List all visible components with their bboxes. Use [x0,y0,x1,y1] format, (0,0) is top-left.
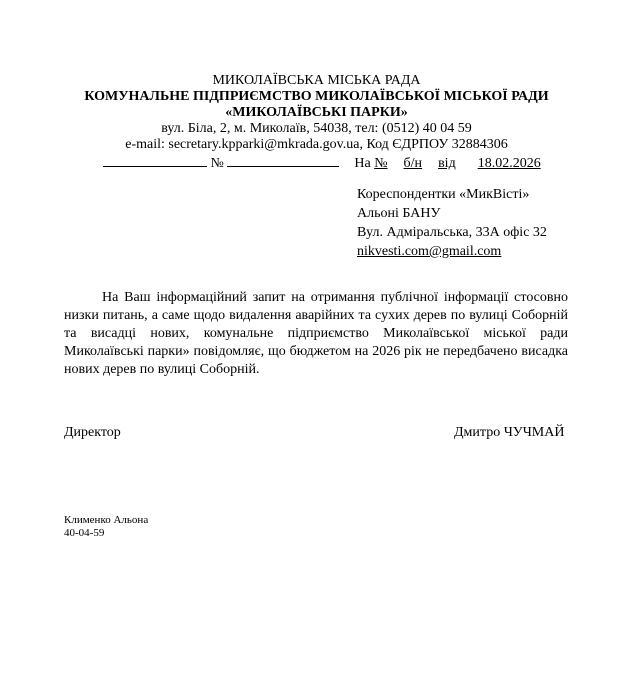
number-sign: № [210,156,224,171]
recipient-line-3: Вул. Адміральська, 33А офіс 32 [357,225,547,240]
body-paragraph [64,289,568,379]
reply-number-sign: № [374,156,388,171]
from-word: від [438,156,456,171]
address-line: вул. Біла, 2, м. Миколаїв, 54038, тел: (0512) 40 04 59 [161,121,472,136]
contacts-line: e-mail: secretary.kpparki@mkrada.gov.ua, Код ЄДРПОУ 32884306 [125,137,508,152]
enterprise-name: «МИКОЛАЇВСЬКІ ПАРКИ» [225,105,408,120]
reply-number: б/н [403,156,423,171]
reply-to-label: На [354,156,371,171]
recipient-line-1: Кореспондентки «МикВісті» [357,187,530,202]
enterprise-title: КОМУНАЛЬНЕ ПІДПРИЄМСТВО МИКОЛАЇВСЬКОЇ МІСЬКОЇ РАДИ [84,89,549,104]
reference-line [103,153,541,172]
reply-reference [374,156,541,171]
outgoing-number-blank [227,153,339,167]
recipient-block [357,185,547,261]
outgoing-date-blank [103,153,207,167]
executor-name: Клименко Альона [64,514,149,526]
executor-phone: 40-04-59 [64,527,105,539]
signature-name: Дмитро ЧУЧМАЙ [454,425,565,440]
body-text: На Ваш інформаційний запит на отримання публічної інформації стосовно низки питань, а саме щодо видалення аварійних та сухих дерев по вулиці Соборній та висадці нових, комунальне підприємство Миколаївської міської ради Миколаївські парки» повідомляє, що бюджетом на 2026 рік не передбачено висадка нових дерев по вулиці Соборній. [64,290,568,377]
council-name: МИКОЛАЇВСЬКА МІСЬКА РАДА [212,73,421,88]
executor-block [64,514,148,540]
recipient-line-2: Альоні БАНУ [357,206,441,221]
recipient-email[interactable]: nikvesti.com@gmail.com [357,244,502,259]
signature-position: Директор [64,425,121,440]
reply-date: 18.02.2026 [477,156,541,171]
